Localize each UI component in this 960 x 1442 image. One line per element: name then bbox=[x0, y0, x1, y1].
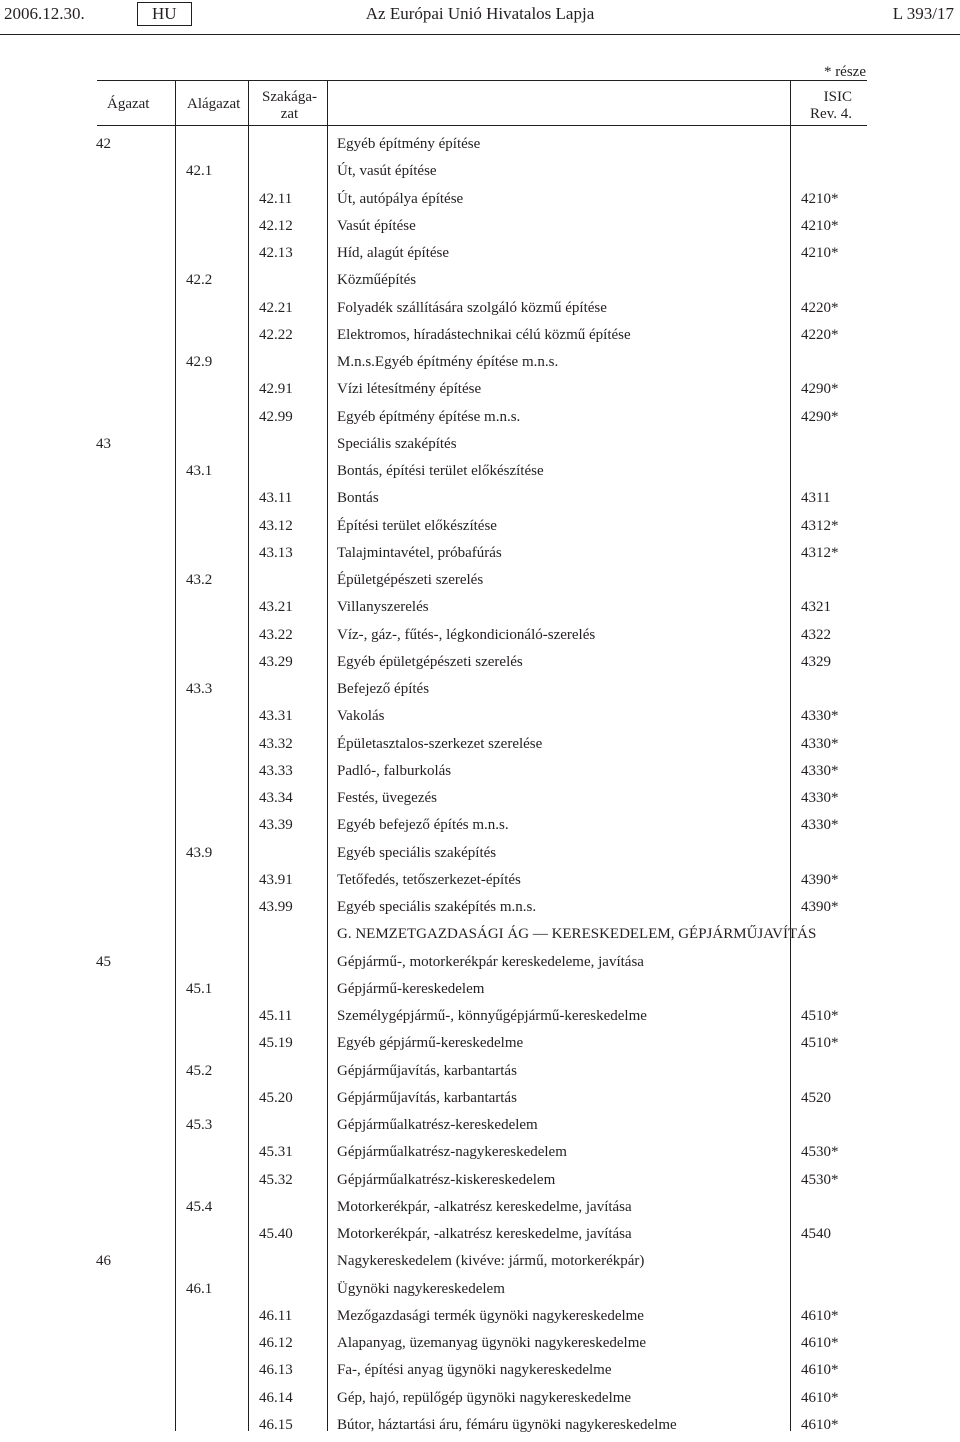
cell-szakagazat: 43.32 bbox=[259, 736, 293, 752]
cell-description: Híd, alagút építése bbox=[337, 245, 450, 261]
table-row bbox=[0, 1061, 960, 1088]
cell-isic: 4390* bbox=[801, 872, 839, 888]
cell-isic: 4322 bbox=[801, 627, 831, 643]
table-row bbox=[0, 597, 960, 624]
cell-description: Gépjárműjavítás, karbantartás bbox=[337, 1090, 517, 1106]
cell-isic: 4330* bbox=[801, 708, 839, 724]
cell-szakagazat: 45.40 bbox=[259, 1226, 293, 1242]
table-row bbox=[0, 1197, 960, 1224]
cell-description: Folyadék szállítására szolgáló közmű építése bbox=[337, 300, 607, 316]
cell-szakagazat: 43.33 bbox=[259, 763, 293, 779]
table-row bbox=[0, 843, 960, 870]
cell-szakagazat: 43.91 bbox=[259, 872, 293, 888]
cell-description: Bontás bbox=[337, 490, 379, 506]
cell-isic: 4610* bbox=[801, 1308, 839, 1324]
cell-szakagazat: 43.13 bbox=[259, 545, 293, 561]
table-top-rule bbox=[97, 80, 867, 81]
cell-isic: 4520 bbox=[801, 1090, 831, 1106]
cell-description: Festés, üvegezés bbox=[337, 790, 437, 806]
cell-isic: 4530* bbox=[801, 1172, 839, 1188]
cell-description: Egyéb építmény építése m.n.s. bbox=[337, 409, 521, 425]
table-row bbox=[0, 298, 960, 325]
cell-isic: 4510* bbox=[801, 1035, 839, 1051]
cell-description: Gépjármű-, motorkerékpár kereskedeleme, javítása bbox=[337, 954, 644, 970]
journal-title: Az Európai Unió Hivatalos Lapja bbox=[365, 4, 595, 23]
table-row bbox=[0, 1306, 960, 1333]
cell-szakagazat: 46.12 bbox=[259, 1335, 293, 1351]
cell-alagazat: 45.1 bbox=[186, 981, 213, 997]
table-row bbox=[0, 434, 960, 461]
cell-isic: 4330* bbox=[801, 817, 839, 833]
cell-alagazat: 42.9 bbox=[186, 354, 213, 370]
cell-isic: 4329 bbox=[801, 654, 831, 670]
cell-szakagazat: 46.13 bbox=[259, 1362, 293, 1378]
cell-agazat: 42 bbox=[96, 136, 111, 152]
table-row bbox=[0, 1006, 960, 1033]
table-row bbox=[0, 1170, 960, 1197]
cell-isic: 4210* bbox=[801, 191, 839, 207]
cell-isic: 4220* bbox=[801, 327, 839, 343]
cell-agazat: 46 bbox=[96, 1253, 111, 1269]
table-row bbox=[0, 761, 960, 788]
table-row bbox=[0, 924, 960, 951]
table-row bbox=[0, 189, 960, 216]
table-row bbox=[0, 325, 960, 352]
cell-description: Fa-, építési anyag ügynöki nagykereskedelme bbox=[337, 1362, 612, 1378]
cell-szakagazat: 46.15 bbox=[259, 1417, 293, 1433]
cell-isic: 4330* bbox=[801, 736, 839, 752]
cell-alagazat: 45.2 bbox=[186, 1063, 213, 1079]
cell-alagazat: 42.1 bbox=[186, 163, 213, 179]
table-row bbox=[0, 1142, 960, 1169]
cell-description: Mezőgazdasági termék ügynöki nagykereskedelme bbox=[337, 1308, 644, 1324]
table-row bbox=[0, 1115, 960, 1142]
cell-alagazat: 43.1 bbox=[186, 463, 213, 479]
cell-isic: 4330* bbox=[801, 790, 839, 806]
cell-isic: 4540 bbox=[801, 1226, 831, 1242]
cell-szakagazat: 42.99 bbox=[259, 409, 293, 425]
cell-szakagazat: 43.12 bbox=[259, 518, 293, 534]
cell-isic: 4330* bbox=[801, 763, 839, 779]
cell-isic: 4290* bbox=[801, 409, 839, 425]
cell-szakagazat: 43.39 bbox=[259, 817, 293, 833]
cell-isic: 4610* bbox=[801, 1335, 839, 1351]
cell-description: Alapanyag, üzemanyag ügynöki nagykereskedelme bbox=[337, 1335, 647, 1351]
column-header-szakagazat-line2: zat bbox=[280, 106, 299, 122]
column-header-szakagazat-line1: Szakága- bbox=[262, 89, 317, 105]
cell-description: Gépjárműalkatrész-kereskedelem bbox=[337, 1117, 538, 1133]
table-row bbox=[0, 516, 960, 543]
table-row bbox=[0, 897, 960, 924]
cell-description: Talajmintavétel, próbafúrás bbox=[337, 545, 502, 561]
cell-szakagazat: 45.32 bbox=[259, 1172, 293, 1188]
column-header-isic-line1: ISIC bbox=[823, 89, 852, 105]
cell-description: Egyéb speciális szaképítés bbox=[337, 845, 497, 861]
cell-szakagazat: 45.19 bbox=[259, 1035, 293, 1051]
cell-description: Út, autópálya építése bbox=[337, 191, 464, 207]
table-row bbox=[0, 216, 960, 243]
table-row bbox=[0, 407, 960, 434]
cell-description: Víz-, gáz-, fűtés-, légkondicionáló-szerelés bbox=[337, 627, 596, 643]
cell-szakagazat: 43.11 bbox=[259, 490, 293, 506]
cell-description: Villanyszerelés bbox=[337, 599, 429, 615]
table-row bbox=[0, 1279, 960, 1306]
cell-description: Épületgépészeti szerelés bbox=[337, 572, 484, 588]
table-row bbox=[0, 134, 960, 161]
table-row bbox=[0, 243, 960, 270]
table-row bbox=[0, 788, 960, 815]
cell-description: Egyéb speciális szaképítés m.n.s. bbox=[337, 899, 537, 915]
cell-description: Épületasztalos-szerkezet szerelése bbox=[337, 736, 543, 752]
cell-isic: 4290* bbox=[801, 381, 839, 397]
cell-description: Tetőfedés, tetőszerkezet-építés bbox=[337, 872, 521, 888]
cell-alagazat: 43.2 bbox=[186, 572, 213, 588]
table-row bbox=[0, 543, 960, 570]
cell-isic: 4220* bbox=[801, 300, 839, 316]
cell-description: Egyéb gépjármű-kereskedelme bbox=[337, 1035, 524, 1051]
cell-szakagazat: 42.22 bbox=[259, 327, 293, 343]
table-row bbox=[0, 952, 960, 979]
cell-isic: 4390* bbox=[801, 899, 839, 915]
table-row bbox=[0, 1088, 960, 1115]
page-header bbox=[0, 2, 960, 28]
cell-szakagazat: 42.12 bbox=[259, 218, 293, 234]
table-row bbox=[0, 1033, 960, 1060]
table-row bbox=[0, 625, 960, 652]
cell-description: Speciális szaképítés bbox=[337, 436, 457, 452]
table-row bbox=[0, 1388, 960, 1415]
column-header-alagazat: Alágazat bbox=[187, 96, 241, 112]
cell-description: Út, vasút építése bbox=[337, 163, 437, 179]
cell-szakagazat: 43.31 bbox=[259, 708, 293, 724]
table-row bbox=[0, 734, 960, 761]
cell-description: Ügynöki nagykereskedelem bbox=[337, 1281, 505, 1297]
table-row bbox=[0, 1251, 960, 1278]
header-rule bbox=[0, 34, 960, 35]
cell-isic: 4530* bbox=[801, 1144, 839, 1160]
part-note: * része bbox=[823, 64, 866, 80]
table-row bbox=[0, 352, 960, 379]
table-row bbox=[0, 461, 960, 488]
column-header-szakagazat bbox=[262, 89, 317, 123]
cell-isic: 4610* bbox=[801, 1390, 839, 1406]
table-row bbox=[0, 1360, 960, 1387]
table-row bbox=[0, 161, 960, 188]
language-code-badge: HU bbox=[137, 2, 192, 26]
cell-isic: 4312* bbox=[801, 545, 839, 561]
cell-szakagazat: 45.20 bbox=[259, 1090, 293, 1106]
cell-description: Befejező építés bbox=[337, 681, 430, 697]
cell-alagazat: 45.4 bbox=[186, 1199, 213, 1215]
cell-description: Motorkerékpár, -alkatrész kereskedelme, javítása bbox=[337, 1199, 632, 1215]
cell-description: Egyéb befejező építés m.n.s. bbox=[337, 817, 509, 833]
table-row bbox=[0, 488, 960, 515]
cell-description: Egyéb épületgépészeti szerelés bbox=[337, 654, 523, 670]
page-reference: L 393/17 bbox=[892, 4, 954, 23]
table-row bbox=[0, 870, 960, 897]
table-row bbox=[0, 679, 960, 706]
cell-szakagazat: 43.34 bbox=[259, 790, 293, 806]
cell-description: Közműépítés bbox=[337, 272, 417, 288]
table-row bbox=[0, 1224, 960, 1251]
cell-szakagazat: 42.91 bbox=[259, 381, 293, 397]
cell-agazat: 45 bbox=[96, 954, 111, 970]
cell-szakagazat: 43.21 bbox=[259, 599, 293, 615]
cell-agazat: 43 bbox=[96, 436, 111, 452]
column-header-isic bbox=[810, 89, 852, 123]
cell-description: Vasút építése bbox=[337, 218, 416, 234]
table-row bbox=[0, 1415, 960, 1442]
table-row bbox=[0, 706, 960, 733]
cell-isic: 4610* bbox=[801, 1417, 839, 1433]
cell-alagazat: 43.3 bbox=[186, 681, 213, 697]
cell-description: Bontás, építési terület előkészítése bbox=[337, 463, 544, 479]
cell-description: Gépjármű-kereskedelem bbox=[337, 981, 485, 997]
table-row bbox=[0, 815, 960, 842]
cell-description: Nagykereskedelem (kivéve: jármű, motorkerékpár) bbox=[337, 1253, 645, 1269]
cell-isic: 4510* bbox=[801, 1008, 839, 1024]
cell-description: Vízi létesítmény építése bbox=[337, 381, 482, 397]
table-row bbox=[0, 570, 960, 597]
column-header-isic-line2: Rev. 4. bbox=[810, 106, 852, 122]
table-row bbox=[0, 652, 960, 679]
publication-date: 2006.12.30. bbox=[4, 4, 85, 23]
cell-szakagazat: 45.31 bbox=[259, 1144, 293, 1160]
cell-description: Gépjárműalkatrész-kiskereskedelem bbox=[337, 1172, 556, 1188]
cell-isic: 4610* bbox=[801, 1362, 839, 1378]
cell-alagazat: 43.9 bbox=[186, 845, 213, 861]
cell-description: Gépjárműjavítás, karbantartás bbox=[337, 1063, 517, 1079]
cell-description: Bútor, háztartási áru, fémáru ügynöki nagykereskedelme bbox=[337, 1417, 677, 1433]
cell-description: Építési terület előkészítése bbox=[337, 518, 497, 534]
cell-description: Padló-, falburkolás bbox=[337, 763, 452, 779]
cell-description: Személygépjármű-, könnyűgépjármű-kereskedelme bbox=[337, 1008, 647, 1024]
cell-szakagazat: 43.99 bbox=[259, 899, 293, 915]
cell-szakagazat: 42.21 bbox=[259, 300, 293, 316]
cell-isic: 4210* bbox=[801, 218, 839, 234]
table-header-rule bbox=[97, 125, 867, 126]
cell-description: Motorkerékpár, -alkatrész kereskedelme, javítása bbox=[337, 1226, 632, 1242]
cell-description: Vakolás bbox=[337, 708, 385, 724]
cell-description: M.n.s.Egyéb építmény építése m.n.s. bbox=[337, 354, 559, 370]
cell-isic: 4321 bbox=[801, 599, 831, 615]
table-row bbox=[0, 379, 960, 406]
table-row bbox=[0, 979, 960, 1006]
cell-description: Elektromos, híradástechnikai célú közmű építése bbox=[337, 327, 631, 343]
cell-isic: 4210* bbox=[801, 245, 839, 261]
cell-szakagazat: 46.11 bbox=[259, 1308, 293, 1324]
table-row bbox=[0, 1333, 960, 1360]
cell-szakagazat: 43.22 bbox=[259, 627, 293, 643]
cell-description: Gép, hajó, repülőgép ügynöki nagykereskedelme bbox=[337, 1390, 632, 1406]
table-row bbox=[0, 270, 960, 297]
cell-szakagazat: 42.11 bbox=[259, 191, 293, 207]
cell-alagazat: 42.2 bbox=[186, 272, 213, 288]
column-header-agazat: Ágazat bbox=[107, 96, 150, 112]
cell-szakagazat: 43.29 bbox=[259, 654, 293, 670]
cell-szakagazat: 46.14 bbox=[259, 1390, 293, 1406]
cell-description: G. NEMZETGAZDASÁGI ÁG — KERESKEDELEM, GÉPJÁRMŰJAVÍTÁS bbox=[337, 926, 817, 942]
cell-description: Gépjárműalkatrész-nagykereskedelem bbox=[337, 1144, 567, 1160]
cell-description: Egyéb építmény építése bbox=[337, 136, 481, 152]
cell-isic: 4311 bbox=[801, 490, 831, 506]
cell-isic: 4312* bbox=[801, 518, 839, 534]
cell-alagazat: 46.1 bbox=[186, 1281, 213, 1297]
cell-alagazat: 45.3 bbox=[186, 1117, 213, 1133]
cell-szakagazat: 42.13 bbox=[259, 245, 293, 261]
cell-szakagazat: 45.11 bbox=[259, 1008, 293, 1024]
